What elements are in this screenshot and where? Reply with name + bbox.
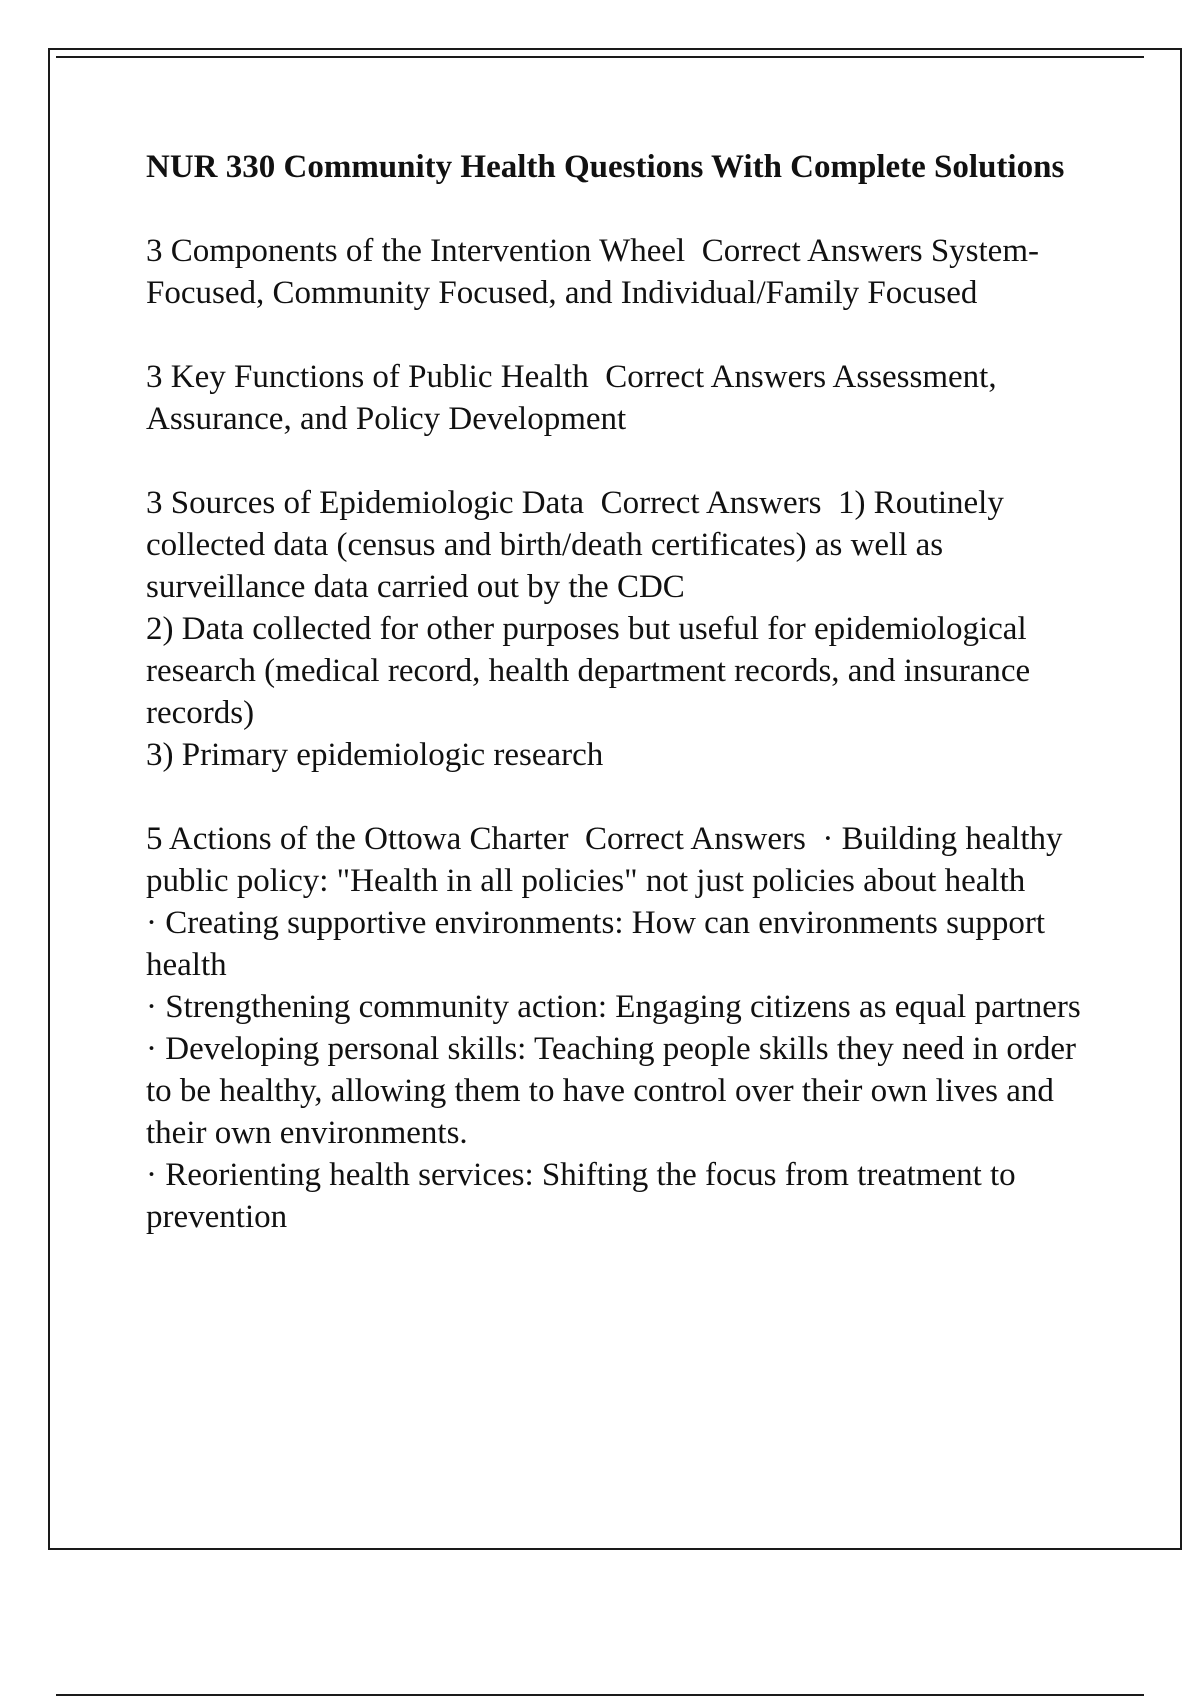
question-text: 3 Sources of Epidemiologic Data <box>146 485 585 521</box>
answer-line: 2) Data collected for other purposes but useful for epidemiological research (medical record, health department records, and insurance records) <box>146 611 1031 731</box>
answer-marker: Correct Answers <box>600 485 822 521</box>
answer-line: · Reorienting health services: Shifting the focus from treatment to prevention <box>146 1157 1016 1235</box>
answer-text: System-Focused, Community Focused, and Individual/Family Focused <box>146 233 1039 311</box>
answer-line: 3) Primary epidemiologic research <box>146 737 604 773</box>
document-body <box>146 146 1096 1280</box>
question-text: 3 Key Functions of Public Health <box>146 359 589 395</box>
answer-text: Assessment, Assurance, and Policy Development <box>146 359 997 437</box>
qa-item-intervention-wheel <box>146 230 1096 314</box>
top-rule <box>56 56 1144 58</box>
question-text: 3 Components of the Intervention Wheel <box>146 233 686 269</box>
answer-text: · Building healthy public policy: "Health in all policies" not just policies about health <box>146 821 1063 899</box>
answer-line: · Creating supportive environments: How can environments support health <box>146 905 1046 983</box>
answer-text: 1) Routinely collected data (census and birth/death certificates) as well as surveillance data carried out by the CDC <box>146 485 1004 605</box>
answer-line: · Developing personal skills: Teaching people skills they need in order to be healthy, allowing them to have control over their own lives and their own environments. <box>146 1031 1077 1151</box>
bottom-rule <box>56 1694 1144 1696</box>
document-title: NUR 330 Community Health Questions With Complete Solutions <box>146 149 1065 185</box>
qa-item-ottawa-charter <box>146 818 1096 1238</box>
qa-item-epidemiologic-data <box>146 482 1096 776</box>
answer-marker: Correct Answers <box>701 233 923 269</box>
qa-item-public-health-functions <box>146 356 1096 440</box>
question-text: 5 Actions of the Ottowa Charter <box>146 821 569 857</box>
answer-marker: Correct Answers <box>585 821 806 857</box>
answer-marker: Correct Answers <box>605 359 827 395</box>
answer-line: · Strengthening community action: Engaging citizens as equal partners <box>146 989 1081 1025</box>
